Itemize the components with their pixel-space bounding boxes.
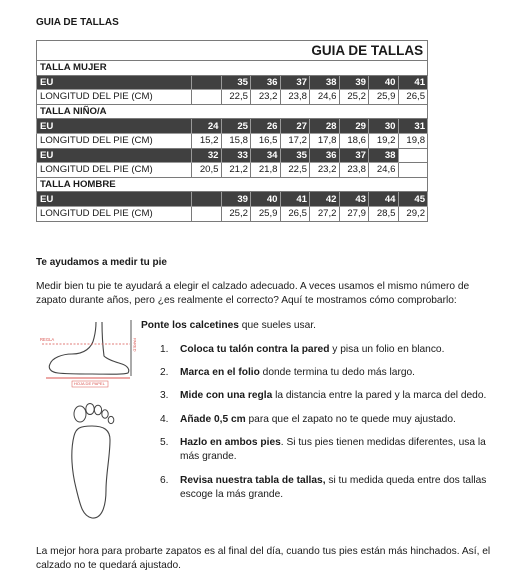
women-eu-row-cell: 35 — [221, 75, 251, 90]
women-length-row-cell: 23,2 — [251, 90, 281, 105]
women-length-row-cell: 23,8 — [280, 90, 310, 105]
step-item — [160, 366, 498, 381]
men-length-row-cell: 28,5 — [369, 206, 399, 221]
women-eu-row-cell: 41 — [398, 75, 428, 90]
kids-length-row-2-cell: 24,6 — [369, 163, 399, 178]
kids-eu-row-2-cell: 36 — [310, 148, 340, 163]
kids-length-row-2-cell: 23,2 — [310, 163, 340, 178]
step-text: Revisa nuestra tabla de tallas, si tu medida queda entre dos tallas escoge la más grande. — [180, 474, 487, 501]
kids-length-row-1-label: LONGITUD DEL PIE (CM) — [37, 133, 192, 148]
page-heading: GUIA DE TALLAS — [36, 17, 119, 28]
kids-length-row-2-cell: 21,2 — [221, 163, 251, 178]
men-length-row-label: LONGITUD DEL PIE (CM) — [37, 206, 192, 221]
men-eu-row-cell: 41 — [280, 192, 310, 207]
step-text: Marca en el folio donde termina tu dedo más largo. — [180, 367, 415, 379]
step-number: 5. — [160, 436, 169, 448]
kids-length-row-1 — [37, 133, 428, 148]
kids-eu-row-2 — [37, 148, 428, 163]
step-number: 1. — [160, 344, 169, 355]
kids-length-row-1-cell: 17,2 — [280, 133, 310, 148]
men-eu-row-cell: 43 — [339, 192, 369, 207]
help-heading: Te ayudamos a medir tu pie — [36, 257, 167, 268]
kids-eu-row-2-cell: 35 — [280, 148, 310, 163]
kids-eu-row-2-cell: 34 — [251, 148, 281, 163]
women-length-row-cell: 22,5 — [221, 90, 251, 105]
women-length-row-cell — [192, 90, 222, 105]
wall-label: PARED — [132, 338, 138, 352]
step-item — [160, 413, 498, 428]
women-length-row-label: LONGITUD DEL PIE (CM) — [37, 90, 192, 105]
kids-eu-row-2-cell: 33 — [221, 148, 251, 163]
kids-length-row-2 — [37, 163, 428, 178]
women-length-row-cell: 24,6 — [310, 90, 340, 105]
kids-length-row-1-cell: 19,2 — [369, 133, 399, 148]
men-eu-row-label: EU — [37, 192, 192, 207]
kids-eu-row-1-cell: 28 — [310, 119, 340, 134]
kids-eu-row-1-cell: 26 — [251, 119, 281, 134]
intro-paragraph: Medir bien tu pie te ayudará a elegir el calzado adecuado. A veces usamos el mismo número de zapato durante años, pero ¿es realmente el correcto? Aquí te mostramos cómo comprobarlo: — [36, 281, 470, 307]
men-length-row — [37, 206, 428, 221]
kids-eu-row-1-cell: 25 — [221, 119, 251, 134]
kids-eu-row-1-cell: 31 — [398, 119, 428, 134]
kids-eu-row-2-cell — [398, 148, 428, 163]
women-eu-row-cell: 38 — [310, 75, 340, 90]
kids-length-row-2-cell: 23,8 — [339, 163, 369, 178]
step-text: Mide con una regla la distancia entre la pared y la marca del dedo. — [180, 390, 487, 402]
kids-length-row-1-cell: 16,5 — [251, 133, 281, 148]
men-eu-row-cell: 44 — [369, 192, 399, 207]
women-eu-row-cell: 39 — [339, 75, 369, 90]
men-length-row-cell: 29,2 — [398, 206, 428, 221]
kids-length-row-1-cell: 19,8 — [398, 133, 428, 148]
kids-eu-row-2-cell: 32 — [192, 148, 222, 163]
kids-length-row-2-cell — [398, 163, 428, 178]
step-item — [160, 389, 498, 404]
kids-length-row-1-cell: 15,8 — [221, 133, 251, 148]
men-eu-row-cell — [192, 192, 222, 207]
section-women-label: TALLA MUJER — [37, 61, 428, 76]
section-men — [37, 177, 428, 192]
kids-length-row-1-cell: 17,8 — [310, 133, 340, 148]
socks-instruction: Ponte los calcetines que sueles usar. — [141, 320, 316, 331]
kids-eu-row-1-cell: 24 — [192, 119, 222, 134]
women-length-row-cell: 26,5 — [398, 90, 428, 105]
table-title-label: GUIA DE TALLAS — [37, 41, 428, 61]
kids-length-row-1-cell: 18,6 — [339, 133, 369, 148]
paper-label: HOJA DE PAPEL — [74, 381, 105, 386]
kids-eu-row-2-cell: 38 — [369, 148, 399, 163]
men-length-row-cell: 27,2 — [310, 206, 340, 221]
kids-eu-row-1-cell: 30 — [369, 119, 399, 134]
steps-list — [160, 343, 498, 511]
section-men-label: TALLA HOMBRE — [37, 177, 428, 192]
women-eu-row-cell: 40 — [369, 75, 399, 90]
women-eu-row-cell: 36 — [251, 75, 281, 90]
men-eu-row — [37, 192, 428, 207]
kids-length-row-2-cell: 20,5 — [192, 163, 222, 178]
ruler-label: REGLA — [40, 337, 55, 342]
kids-eu-row-1 — [37, 119, 428, 134]
men-length-row-cell: 26,5 — [280, 206, 310, 221]
table-title — [37, 41, 428, 61]
kids-eu-row-1-label: EU — [37, 119, 192, 134]
step-text: Hazlo en ambos pies. Si tus pies tienen medidas diferentes, usa la más grande. — [180, 436, 486, 463]
kids-eu-row-1-cell: 29 — [339, 119, 369, 134]
kids-length-row-2-cell: 21,8 — [251, 163, 281, 178]
kids-length-row-1-cell: 15,2 — [192, 133, 222, 148]
step-number: 6. — [160, 474, 169, 486]
step-text: Añade 0,5 cm para que el zapato no te quede muy ajustado. — [180, 413, 456, 425]
step-number: 4. — [160, 413, 169, 425]
men-eu-row-cell: 40 — [251, 192, 281, 207]
section-kids-label: TALLA NIÑO/A — [37, 104, 428, 119]
women-eu-row — [37, 75, 428, 90]
kids-eu-row-2-cell: 37 — [339, 148, 369, 163]
women-length-row-cell: 25,2 — [339, 90, 369, 105]
men-eu-row-cell: 45 — [398, 192, 428, 207]
step-item — [160, 343, 498, 358]
kids-length-row-2-label: LONGITUD DEL PIE (CM) — [37, 163, 192, 178]
men-length-row-cell: 27,9 — [339, 206, 369, 221]
foot-top-illustration — [60, 400, 120, 522]
women-length-row-cell: 25,9 — [369, 90, 399, 105]
outro-paragraph: La mejor hora para probarte zapatos es al final del día, cuando tus pies están más hinchados. Así, el calzado no te quedará ajustado. — [36, 546, 491, 572]
women-length-row — [37, 90, 428, 105]
men-length-row-cell — [192, 206, 222, 221]
men-length-row-cell: 25,2 — [221, 206, 251, 221]
section-women — [37, 61, 428, 76]
foot-side-illustration — [36, 318, 140, 392]
women-eu-row-label: EU — [37, 75, 192, 90]
kids-eu-row-2-label: EU — [37, 148, 192, 163]
men-length-row-cell: 25,9 — [251, 206, 281, 221]
men-eu-row-cell: 42 — [310, 192, 340, 207]
women-eu-row-cell — [192, 75, 222, 90]
men-eu-row-cell: 39 — [221, 192, 251, 207]
step-number: 2. — [160, 367, 169, 379]
kids-eu-row-1-cell: 27 — [280, 119, 310, 134]
step-number: 3. — [160, 390, 169, 402]
step-item — [160, 474, 498, 503]
step-text: Coloca tu talón contra la pared y pisa un folio en blanco. — [180, 344, 445, 355]
size-guide-table — [36, 40, 428, 222]
step-item — [160, 436, 498, 465]
kids-length-row-2-cell: 22,5 — [280, 163, 310, 178]
women-eu-row-cell: 37 — [280, 75, 310, 90]
section-kids — [37, 104, 428, 119]
